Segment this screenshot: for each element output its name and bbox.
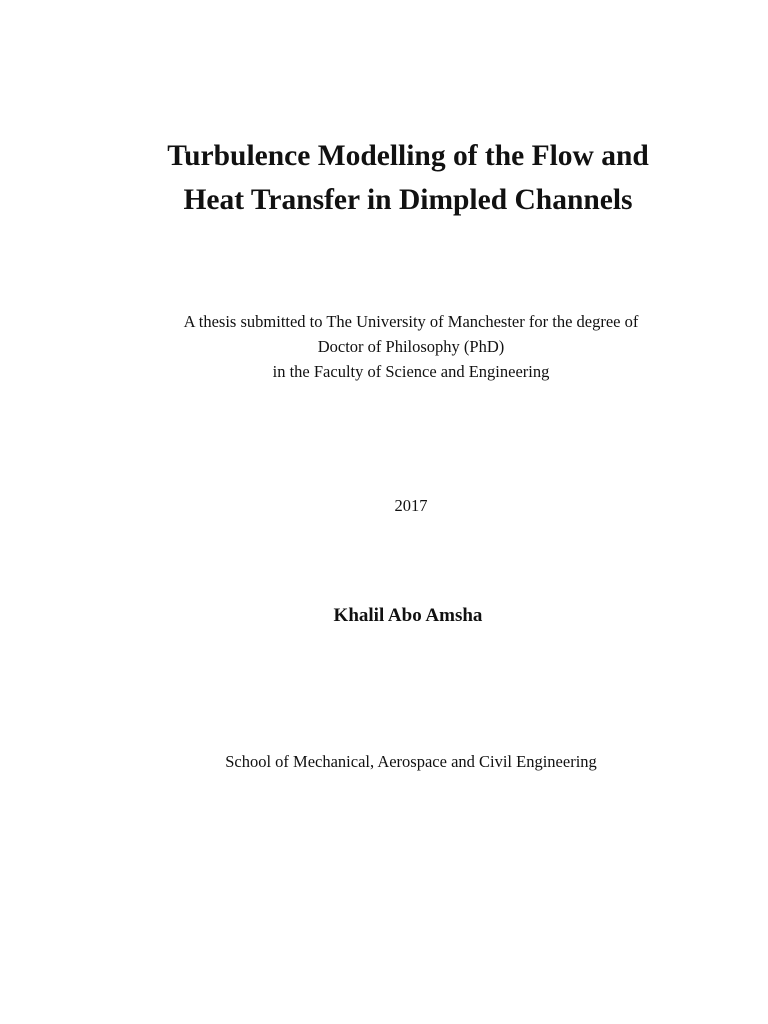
submission-line-1: A thesis submitted to The University of Manchester for the degree of — [183, 312, 639, 331]
author-name: Khalil Abo Amsha — [333, 605, 483, 626]
thesis-title-line-1: Turbulence Modelling of the Flow and — [167, 140, 649, 172]
submission-statement — [0, 309, 768, 384]
submission-line-2: Doctor of Philosophy (PhD) — [317, 337, 505, 356]
submission-line-3: in the Faculty of Science and Engineering — [272, 362, 550, 381]
thesis-title — [0, 134, 768, 222]
school-name: School of Mechanical, Aerospace and Civil Engineering — [225, 752, 597, 771]
submission-year: 2017 — [394, 496, 428, 515]
thesis-title-line-2: Heat Transfer in Dimpled Channels — [183, 184, 633, 216]
